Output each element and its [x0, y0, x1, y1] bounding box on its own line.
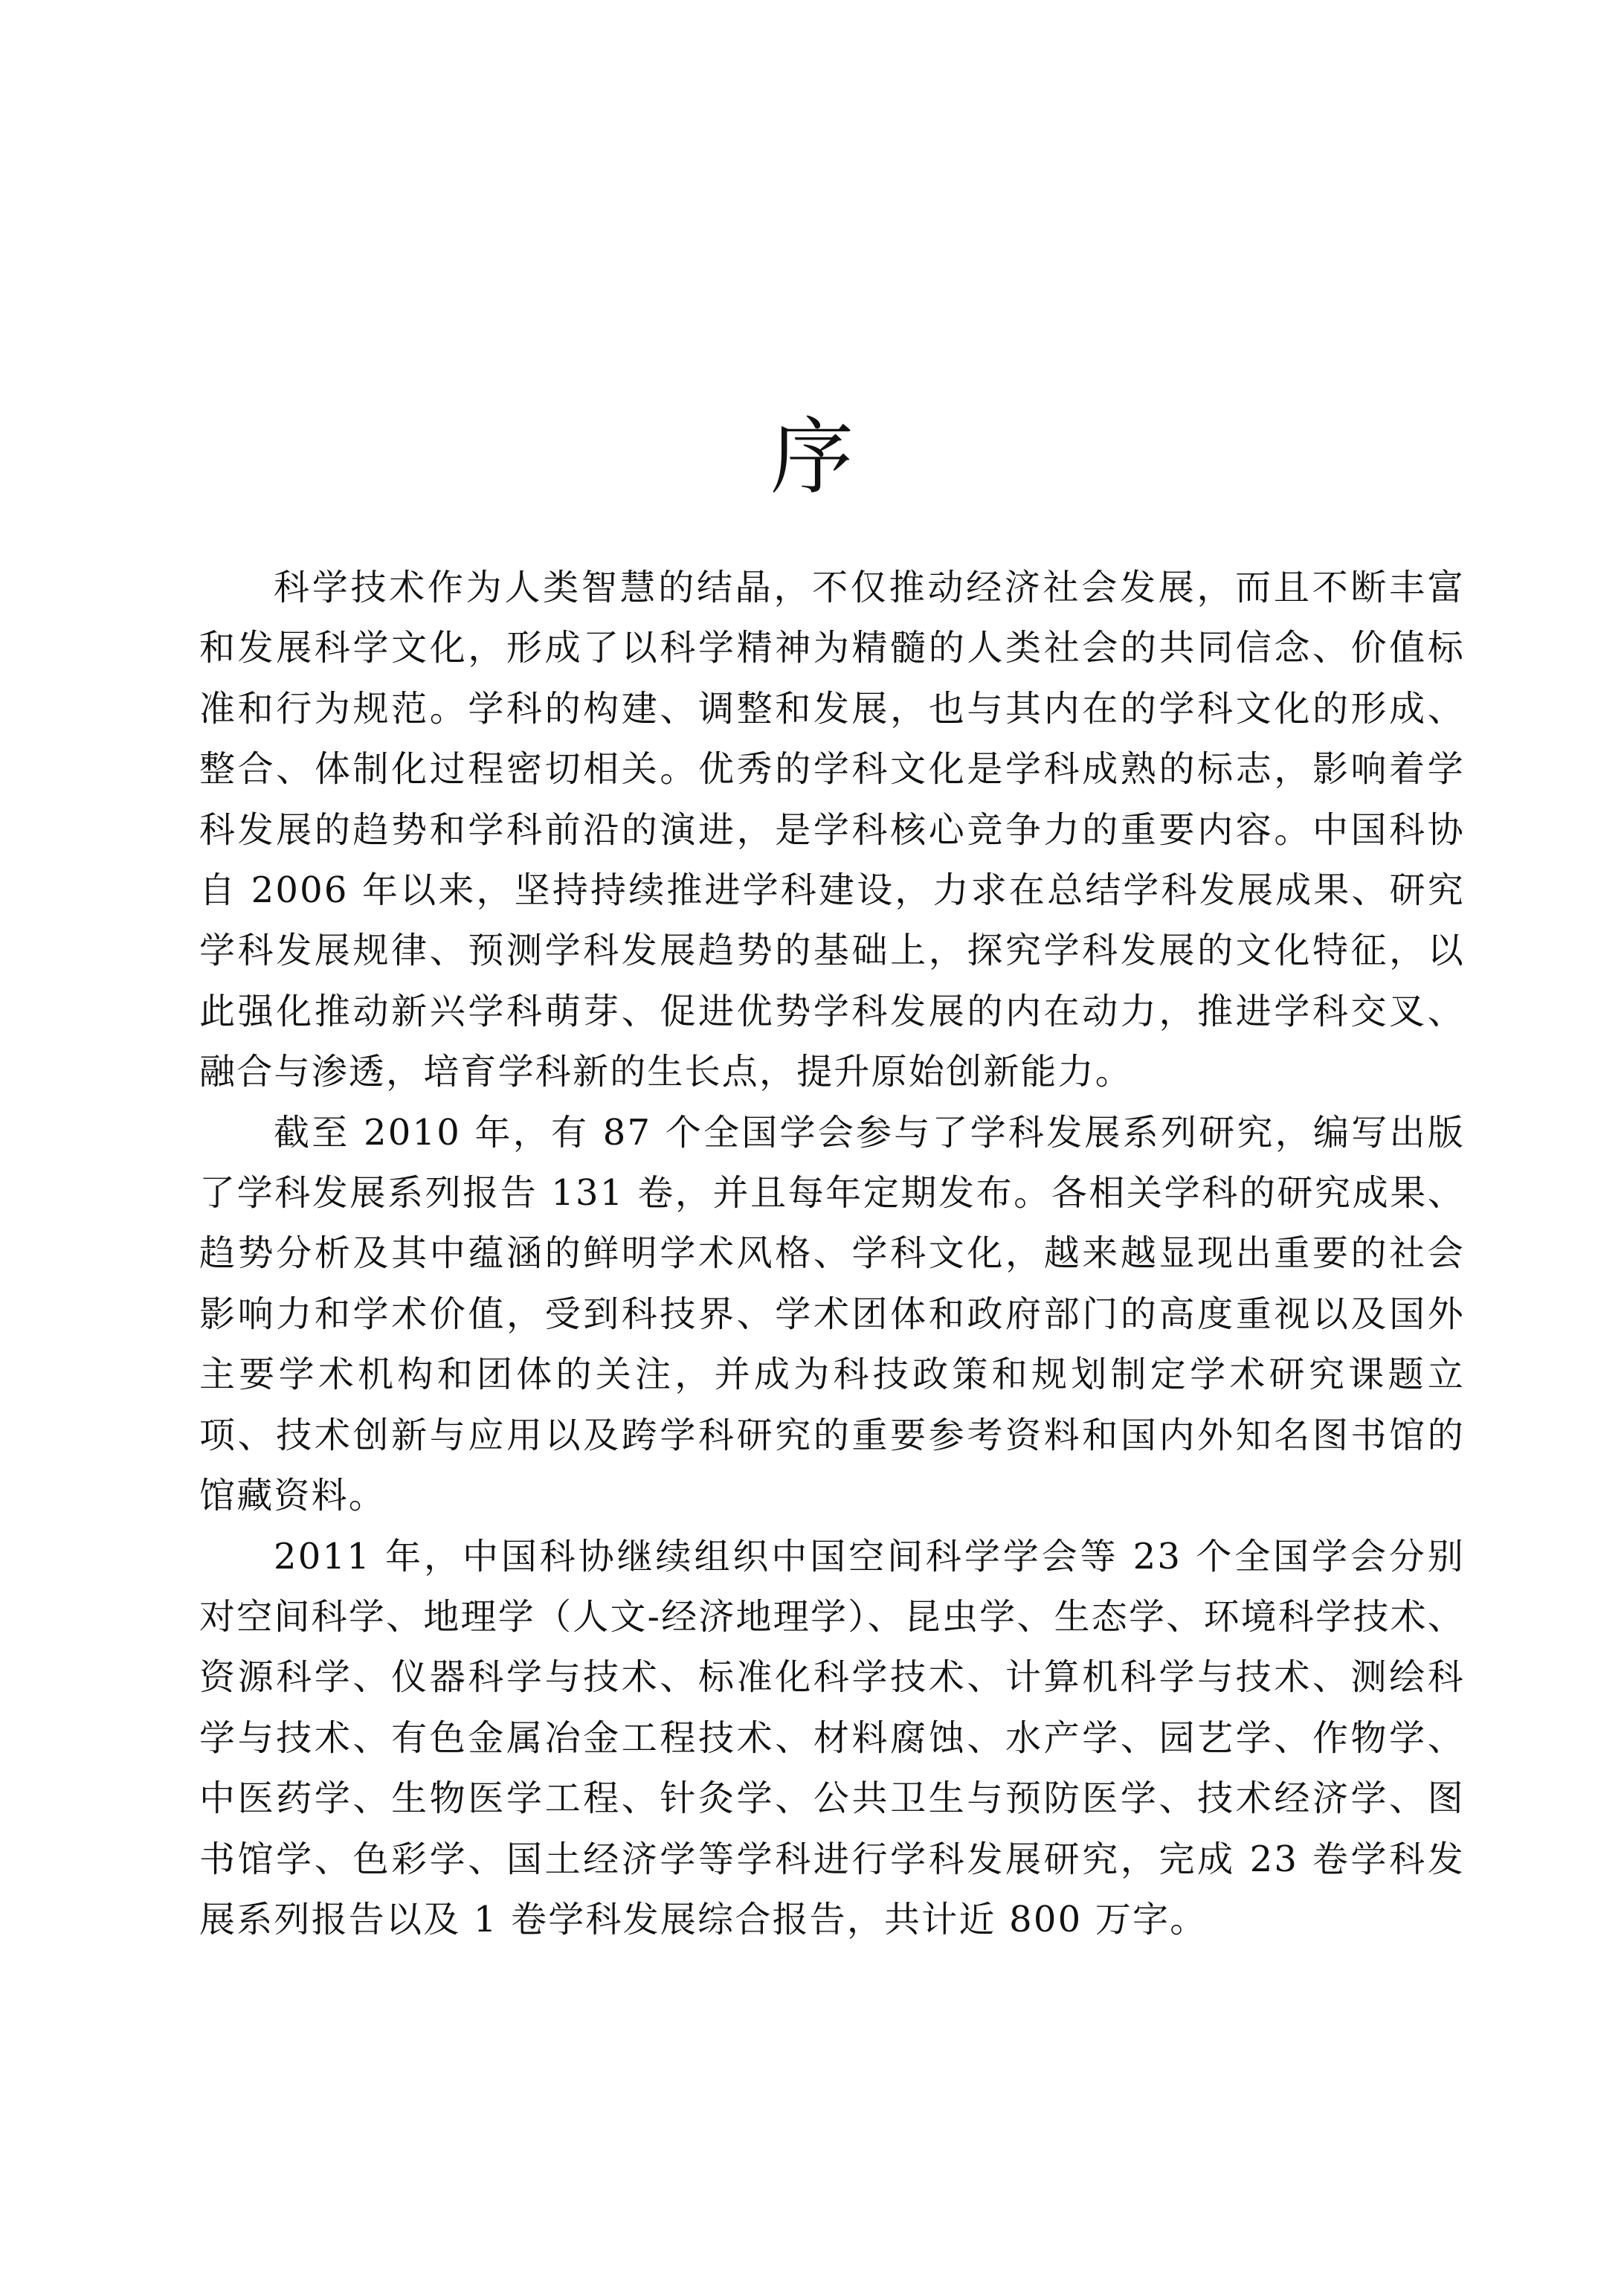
- paragraph-1: 科学技术作为人类智慧的结晶，不仅推动经济社会发展，而且不断丰富和发展科学文化，形成了以科学精神为精髓的人类社会的共同信念、价值标准和行为规范。学科的构建、调整和发展，也与其内在的学科文化的形成、整合、体制化过程密切相关。优秀的学科文化是学科成熟的标志，影响着学科发展的趋势和学科前沿的演进，是学科核心竞争力的重要内容。中国科协自 2006 年以来，坚持持续推进学科建设，力求在总结学科发展成果、研究学科发展规律、预测学科发展趋势的基础上，探究学科发展的文化特征，以此强化推动新兴学科萌芽、促进优势学科发展的内在动力，推进学科交叉、融合与渗透，培育学科新的生长点，提升原始创新能力。: [199, 567, 1465, 1093]
- preface-body: [199, 558, 1465, 1950]
- paragraph-3: 2011 年，中国科协继续组织中国空间科学学会等 23 个全国学会分别对空间科学、地理学（人文-经济地理学）、昆虫学、生态学、环境科学技术、资源科学、仪器科学与技术、标准化科学技术、计算机科学与技术、测绘科学与技术、有色金属冶金工程技术、材料腐蚀、水产学、园艺学、作物学、中医药学、生物医学工程、针灸学、公共卫生与预防医学、技术经济学、图书馆学、色彩学、国土经济学等学科进行学科发展研究，完成 23 卷学科发展系列报告以及 1 卷学科发展综合报告，共计近 800 万字。: [199, 1535, 1465, 1940]
- paragraph-2: 截至 2010 年，有 87 个全国学会参与了学科发展系列研究，编写出版了学科发展系列报告 131 卷，并且每年定期发布。各相关学科的研究成果、趋势分析及其中蕴涵的鲜明学术风格、学科文化，越来越显现出重要的社会影响力和学术价值，受到科技界、学术团体和政府部门的高度重视以及国外主要学术机构和团体的关注，并成为科技政策和规划制定学术研究课题立项、技术创新与应用以及跨学科研究的重要参考资料和国内外知名图书馆的馆藏资料。: [199, 1111, 1465, 1517]
- page-title: 序: [770, 409, 854, 506]
